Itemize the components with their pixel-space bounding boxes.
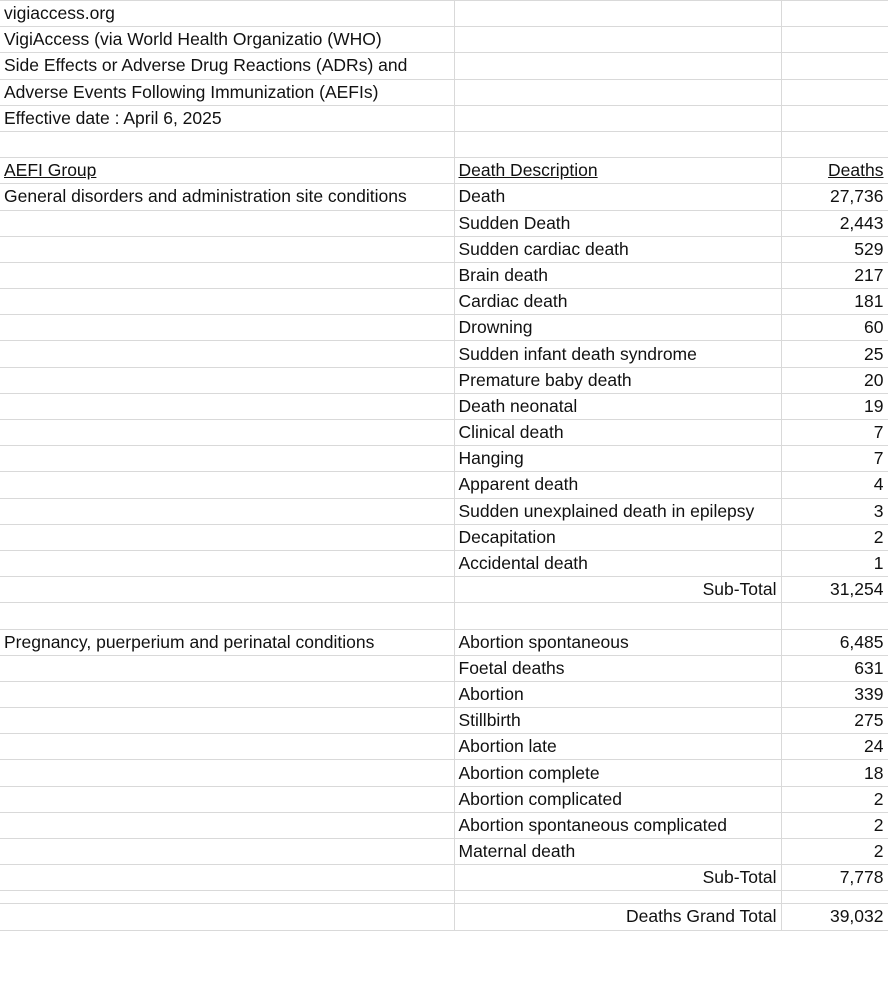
death-description[interactable]: Decapitation <box>454 524 781 550</box>
aefi-group-name[interactable]: Pregnancy, puerperium and perinatal conditions <box>0 629 454 655</box>
death-description[interactable]: Clinical death <box>454 420 781 446</box>
empty-cell[interactable] <box>781 603 888 629</box>
aefi-group-name[interactable]: General disorders and administration site conditions <box>0 184 454 210</box>
header-row <box>0 105 888 131</box>
empty-cell[interactable] <box>454 603 781 629</box>
death-count[interactable]: 275 <box>781 708 888 734</box>
table-row <box>0 655 888 681</box>
death-count[interactable]: 27,736 <box>781 184 888 210</box>
empty-cell[interactable] <box>0 289 454 315</box>
death-count[interactable]: 2 <box>781 786 888 812</box>
death-description[interactable]: Sudden unexplained death in epilepsy <box>454 498 781 524</box>
table-row <box>0 393 888 419</box>
empty-cell[interactable] <box>0 891 454 904</box>
table-row <box>0 708 888 734</box>
death-description[interactable]: Death <box>454 184 781 210</box>
empty-cell[interactable] <box>0 839 454 865</box>
death-description[interactable]: Abortion complete <box>454 760 781 786</box>
death-description[interactable]: Cardiac death <box>454 289 781 315</box>
death-count[interactable]: 631 <box>781 655 888 681</box>
empty-cell[interactable] <box>454 53 781 79</box>
empty-cell[interactable] <box>454 1 781 27</box>
blank-row <box>0 131 888 157</box>
column-header-description[interactable]: Death Description <box>454 158 781 184</box>
empty-cell[interactable] <box>454 131 781 157</box>
death-count[interactable]: 2 <box>781 524 888 550</box>
header-row <box>0 1 888 27</box>
empty-cell[interactable] <box>0 393 454 419</box>
empty-cell[interactable] <box>0 708 454 734</box>
death-description[interactable]: Accidental death <box>454 550 781 576</box>
death-count[interactable]: 18 <box>781 760 888 786</box>
death-count[interactable]: 24 <box>781 734 888 760</box>
empty-cell[interactable] <box>781 53 888 79</box>
death-description[interactable]: Sudden Death <box>454 210 781 236</box>
death-count[interactable]: 19 <box>781 393 888 419</box>
empty-cell[interactable] <box>0 315 454 341</box>
table-row <box>0 367 888 393</box>
death-description[interactable]: Brain death <box>454 262 781 288</box>
empty-cell[interactable] <box>781 1 888 27</box>
effective-date[interactable]: Effective date : April 6, 2025 <box>0 105 454 131</box>
empty-cell[interactable] <box>454 105 781 131</box>
column-header-deaths[interactable]: Deaths <box>781 158 888 184</box>
table-row <box>0 184 888 210</box>
empty-cell[interactable] <box>781 79 888 105</box>
empty-cell[interactable] <box>454 79 781 105</box>
empty-cell[interactable] <box>0 131 454 157</box>
empty-cell[interactable] <box>0 262 454 288</box>
empty-cell[interactable] <box>0 341 454 367</box>
empty-cell[interactable] <box>0 760 454 786</box>
empty-cell[interactable] <box>0 472 454 498</box>
empty-cell[interactable] <box>0 210 454 236</box>
table-row <box>0 262 888 288</box>
death-count[interactable]: 60 <box>781 315 888 341</box>
death-description[interactable]: Maternal death <box>454 839 781 865</box>
empty-cell[interactable] <box>0 734 454 760</box>
empty-cell[interactable] <box>454 891 781 904</box>
death-description[interactable]: Premature baby death <box>454 367 781 393</box>
death-count[interactable]: 339 <box>781 681 888 707</box>
table-row <box>0 315 888 341</box>
empty-cell[interactable] <box>0 550 454 576</box>
subtotal-value[interactable]: 31,254 <box>781 577 888 603</box>
table-row <box>0 420 888 446</box>
header-row <box>0 27 888 53</box>
death-description[interactable]: Abortion spontaneous complicated <box>454 812 781 838</box>
empty-cell[interactable] <box>454 27 781 53</box>
table-row <box>0 236 888 262</box>
table-row <box>0 289 888 315</box>
death-description[interactable]: Stillbirth <box>454 708 781 734</box>
empty-cell[interactable] <box>0 420 454 446</box>
death-count[interactable]: 217 <box>781 262 888 288</box>
header-row <box>0 53 888 79</box>
death-count[interactable]: 4 <box>781 472 888 498</box>
death-count[interactable]: 7 <box>781 446 888 472</box>
table-row <box>0 786 888 812</box>
table-row <box>0 341 888 367</box>
empty-cell[interactable] <box>781 27 888 53</box>
death-count[interactable]: 6,485 <box>781 629 888 655</box>
empty-cell[interactable] <box>0 812 454 838</box>
grand-total-label[interactable]: Deaths Grand Total <box>454 904 781 930</box>
death-description[interactable]: Abortion late <box>454 734 781 760</box>
blank-row <box>0 603 888 629</box>
subtotal-label[interactable]: Sub-Total <box>454 577 781 603</box>
header-line-1[interactable]: vigiaccess.org <box>0 1 454 27</box>
header-line-4[interactable]: Adverse Events Following Immunization (AEFIs) <box>0 79 454 105</box>
subtotal-label[interactable]: Sub-Total <box>454 865 781 891</box>
death-count[interactable]: 3 <box>781 498 888 524</box>
death-description[interactable]: Hanging <box>454 446 781 472</box>
header-line-3[interactable]: Side Effects or Adverse Drug Reactions (ADRs) and <box>0 53 454 79</box>
death-count[interactable]: 7 <box>781 420 888 446</box>
table-row <box>0 760 888 786</box>
empty-cell[interactable] <box>0 603 454 629</box>
table-row <box>0 446 888 472</box>
death-count[interactable]: 20 <box>781 367 888 393</box>
empty-cell[interactable] <box>0 446 454 472</box>
empty-cell[interactable] <box>781 131 888 157</box>
grand-total-row <box>0 904 888 930</box>
table-row <box>0 629 888 655</box>
death-description[interactable]: Death neonatal <box>454 393 781 419</box>
death-count[interactable]: 181 <box>781 289 888 315</box>
death-count[interactable]: 529 <box>781 236 888 262</box>
death-description[interactable]: Abortion complicated <box>454 786 781 812</box>
empty-cell[interactable] <box>0 865 454 891</box>
subtotal-row <box>0 865 888 891</box>
death-count[interactable]: 25 <box>781 341 888 367</box>
empty-cell[interactable] <box>0 498 454 524</box>
death-count[interactable]: 1 <box>781 550 888 576</box>
table-row <box>0 524 888 550</box>
table-row <box>0 472 888 498</box>
empty-cell[interactable] <box>0 655 454 681</box>
table-row <box>0 681 888 707</box>
death-description[interactable]: Foetal deaths <box>454 655 781 681</box>
death-description[interactable]: Abortion spontaneous <box>454 629 781 655</box>
death-count[interactable]: 2 <box>781 812 888 838</box>
subtotal-row <box>0 577 888 603</box>
column-header-group[interactable]: AEFI Group <box>0 158 454 184</box>
subtotal-value[interactable]: 7,778 <box>781 865 888 891</box>
table-row <box>0 734 888 760</box>
grand-total-value[interactable]: 39,032 <box>781 904 888 930</box>
header-row <box>0 79 888 105</box>
death-description[interactable]: Drowning <box>454 315 781 341</box>
death-description[interactable]: Sudden cardiac death <box>454 236 781 262</box>
table-row <box>0 812 888 838</box>
empty-cell[interactable] <box>0 367 454 393</box>
table-row <box>0 839 888 865</box>
empty-cell[interactable] <box>0 577 454 603</box>
empty-cell[interactable] <box>0 681 454 707</box>
column-header-row <box>0 158 888 184</box>
empty-cell[interactable] <box>0 786 454 812</box>
header-line-2[interactable]: VigiAccess (via World Health Organizatio (WHO) <box>0 27 454 53</box>
table-row <box>0 498 888 524</box>
table-row <box>0 550 888 576</box>
empty-cell[interactable] <box>781 891 888 904</box>
empty-cell[interactable] <box>0 904 454 930</box>
death-description[interactable]: Sudden infant death syndrome <box>454 341 781 367</box>
empty-cell[interactable] <box>0 236 454 262</box>
empty-cell[interactable] <box>0 524 454 550</box>
empty-cell[interactable] <box>781 105 888 131</box>
death-count[interactable]: 2 <box>781 839 888 865</box>
death-count[interactable]: 2,443 <box>781 210 888 236</box>
table-row <box>0 210 888 236</box>
death-description[interactable]: Apparent death <box>454 472 781 498</box>
blank-row <box>0 891 888 904</box>
death-description[interactable]: Abortion <box>454 681 781 707</box>
